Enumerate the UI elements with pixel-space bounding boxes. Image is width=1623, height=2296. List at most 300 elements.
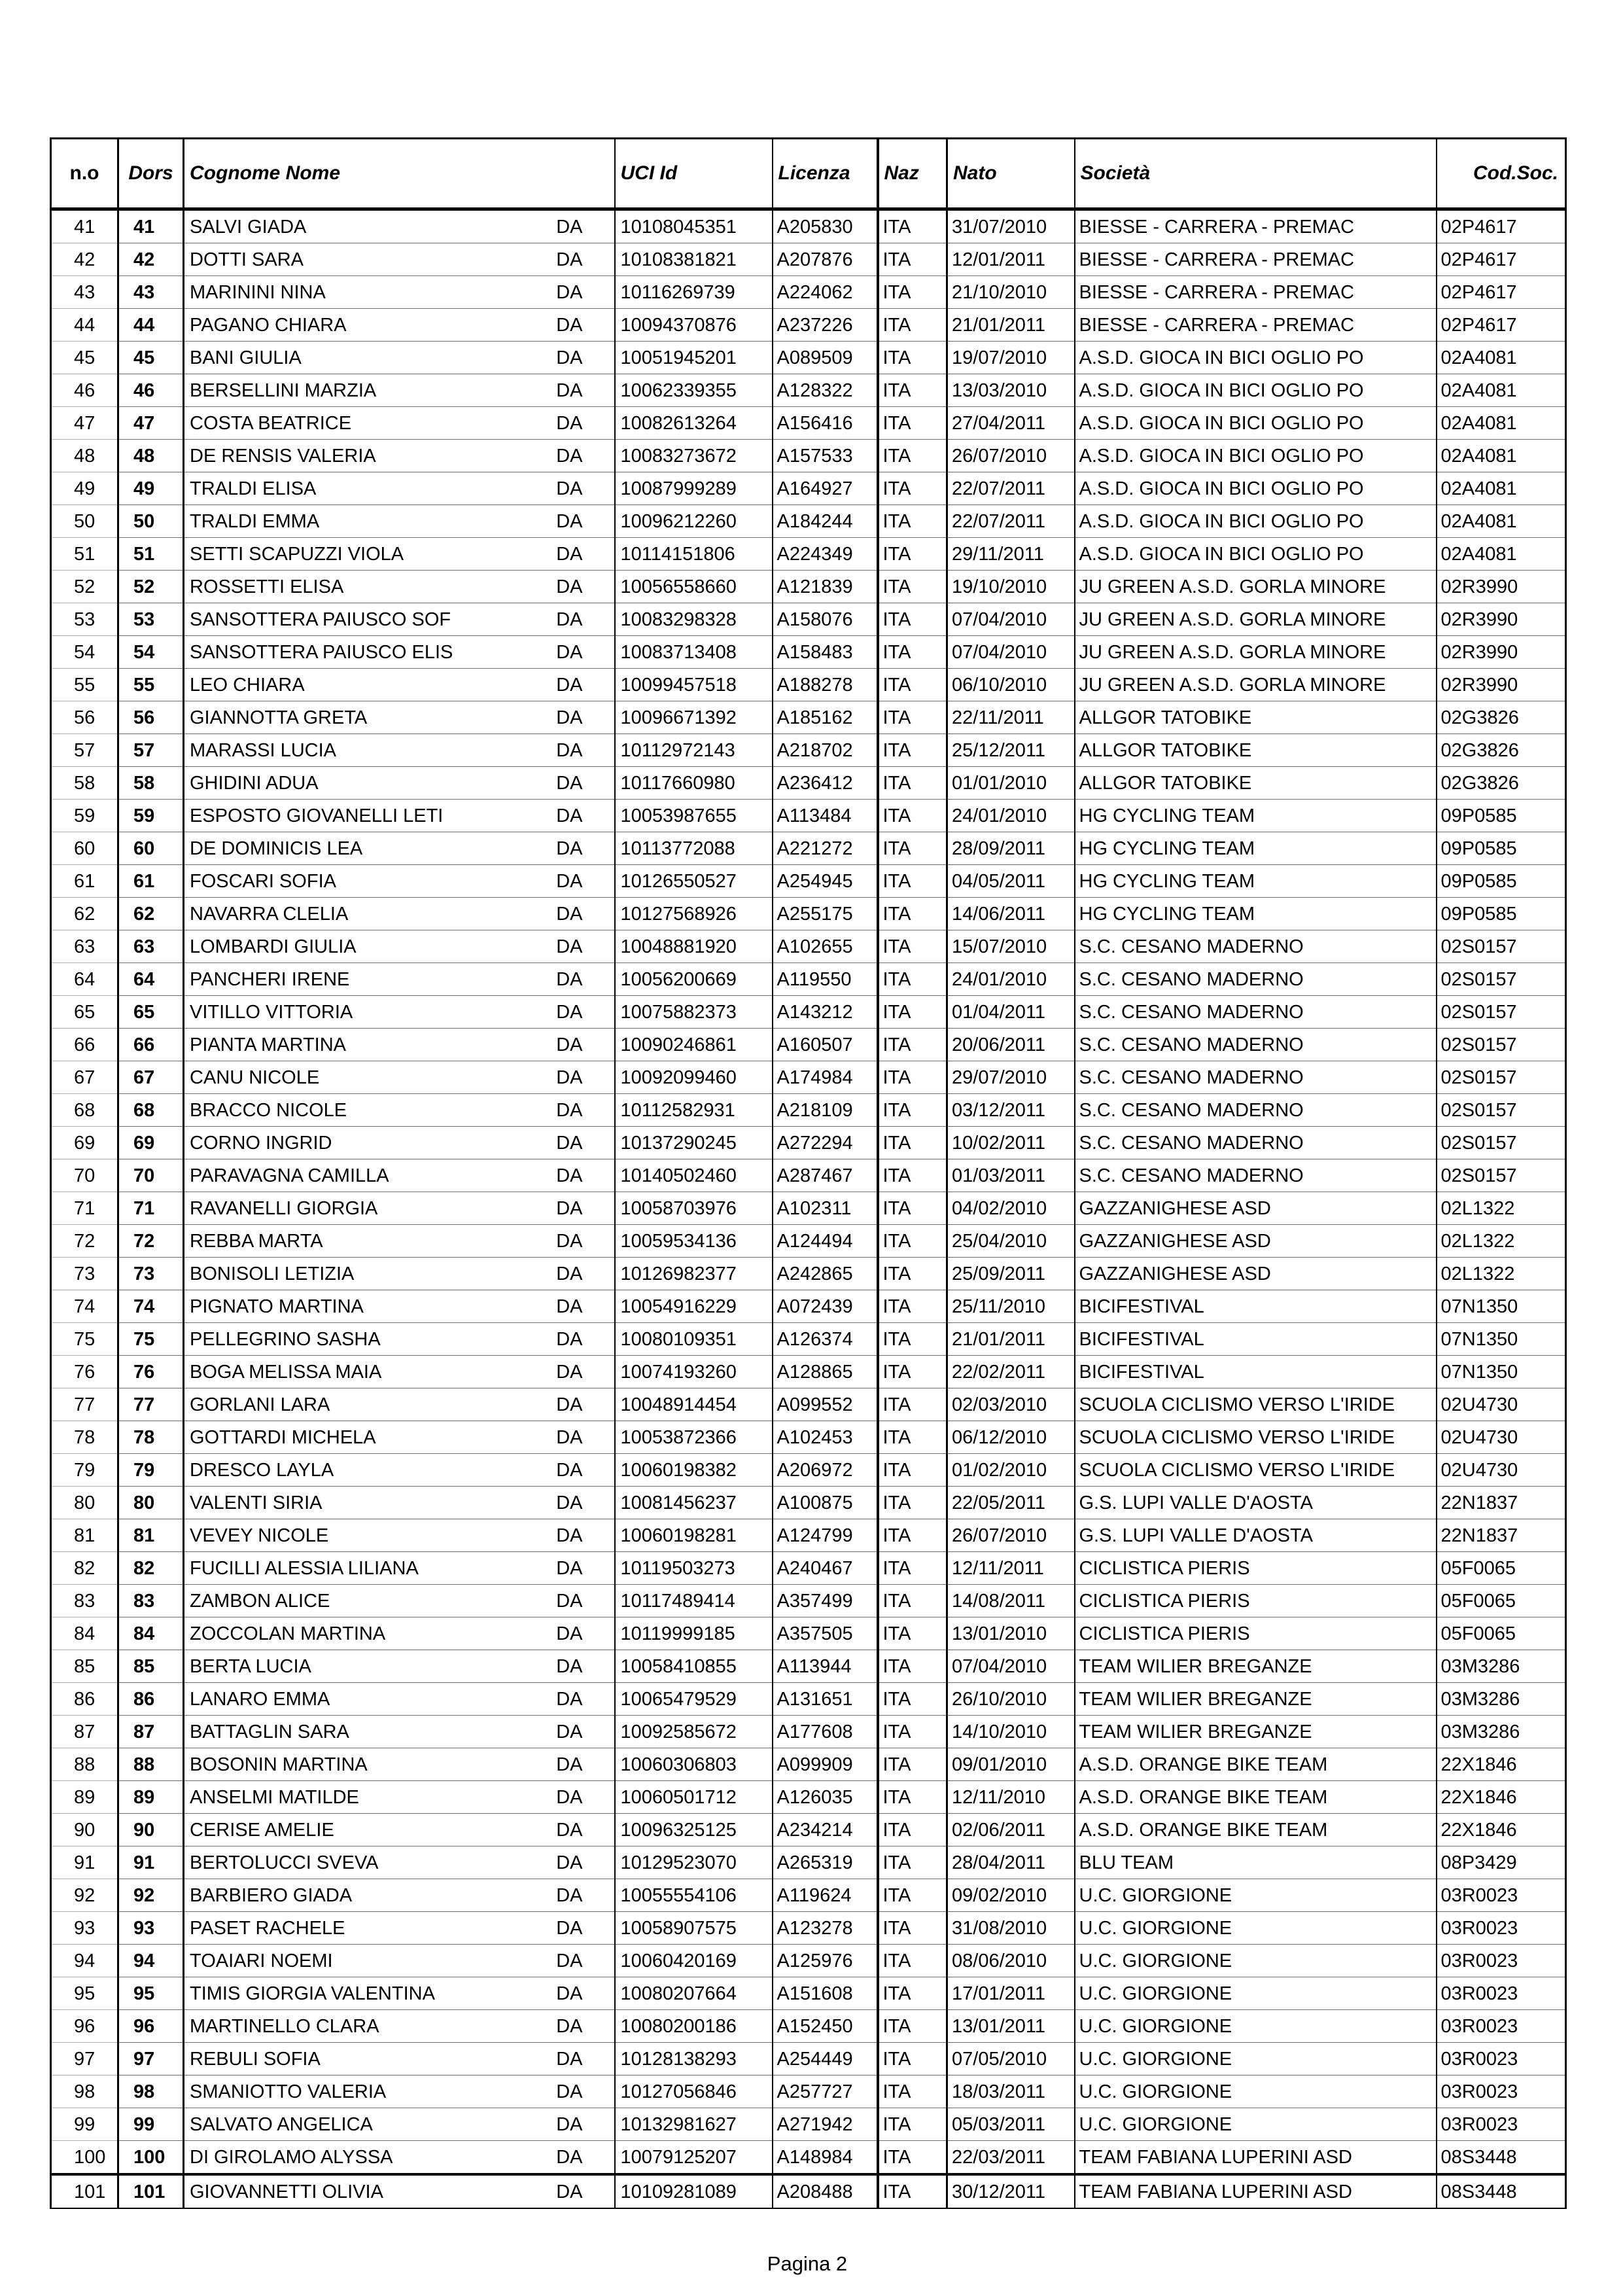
cell-row-number: 79 (51, 1454, 118, 1487)
cell-dorsal-number: 55 (118, 669, 184, 701)
cell-naz: ITA (878, 407, 947, 440)
cell-nato: 29/11/2011 (947, 538, 1075, 571)
cell-row-number: 101 (51, 2174, 118, 2208)
category-label: DA (556, 674, 583, 696)
cell-naz: ITA (878, 832, 947, 865)
cell-licenza: A157533 (773, 440, 878, 472)
cell-naz: ITA (878, 1159, 947, 1192)
table-row (51, 1225, 1566, 1258)
cell-rider-name (184, 1716, 615, 1748)
cell-licenza: A207876 (773, 243, 878, 276)
cell-row-number: 69 (51, 1127, 118, 1159)
rider-name-text: FUCILLI ALESSIA LILIANA (190, 1557, 419, 1579)
table-row (51, 1977, 1566, 2010)
cell-naz: ITA (878, 963, 947, 996)
rider-name-text: ESPOSTO GIOVANELLI LETI (190, 805, 444, 826)
cell-nato: 26/10/2010 (947, 1683, 1075, 1716)
cell-row-number: 55 (51, 669, 118, 701)
cell-nato: 14/08/2011 (947, 1585, 1075, 1617)
cell-nato: 03/12/2011 (947, 1094, 1075, 1127)
table-row (51, 2075, 1566, 2108)
cell-societa: G.S. LUPI VALLE D'AOSTA (1075, 1519, 1437, 1552)
rider-name-text: GIANNOTTA GRETA (190, 707, 368, 728)
cell-rider-name (184, 2075, 615, 2108)
cell-cod-soc: 02S0157 (1437, 1061, 1566, 1094)
cell-uci-id: 10114151806 (615, 538, 773, 571)
rider-name-text: ZOCCOLAN MARTINA (190, 1623, 386, 1644)
category-label: DA (556, 1786, 583, 1808)
cell-rider-name (184, 1814, 615, 1846)
cell-uci-id: 10108045351 (615, 209, 773, 243)
cell-societa: CICLISTICA PIERIS (1075, 1617, 1437, 1650)
cell-rider-name (184, 472, 615, 505)
cell-dorsal-number: 73 (118, 1258, 184, 1290)
cell-row-number: 58 (51, 767, 118, 800)
cell-naz: ITA (878, 1552, 947, 1585)
cell-dorsal-number: 46 (118, 374, 184, 407)
cell-dorsal-number: 85 (118, 1650, 184, 1683)
cell-cod-soc: 03R0023 (1437, 1912, 1566, 1945)
cell-nato: 22/05/2011 (947, 1487, 1075, 1519)
rider-name-text: BATTAGLIN SARA (190, 1721, 349, 1742)
cell-licenza: A177608 (773, 1716, 878, 1748)
cell-societa: A.S.D. GIOCA IN BICI OGLIO PO (1075, 505, 1437, 538)
cell-naz: ITA (878, 1617, 947, 1650)
category-label: DA (556, 1001, 583, 1023)
cell-nato: 22/11/2011 (947, 701, 1075, 734)
cell-rider-name (184, 1487, 615, 1519)
column-header-societa: Società (1075, 139, 1437, 209)
page-footer: Pagina 2 (767, 2252, 848, 2275)
cell-uci-id: 10082613264 (615, 407, 773, 440)
cell-societa: BICIFESTIVAL (1075, 1356, 1437, 1388)
cell-rider-name (184, 669, 615, 701)
cell-row-number: 81 (51, 1519, 118, 1552)
cell-societa: JU GREEN A.S.D. GORLA MINORE (1075, 636, 1437, 669)
cell-row-number: 63 (51, 930, 118, 963)
cell-naz: ITA (878, 2141, 947, 2175)
rider-name-text: TRALDI EMMA (190, 510, 320, 532)
cell-row-number: 68 (51, 1094, 118, 1127)
cell-dorsal-number: 75 (118, 1323, 184, 1356)
table-row (51, 407, 1566, 440)
cell-rider-name (184, 1519, 615, 1552)
cell-licenza: A102311 (773, 1192, 878, 1225)
cell-naz: ITA (878, 2010, 947, 2043)
cell-naz: ITA (878, 1061, 947, 1094)
cell-nato: 02/06/2011 (947, 1814, 1075, 1846)
table-row (51, 1781, 1566, 1814)
table-row (51, 1061, 1566, 1094)
category-label: DA (556, 772, 583, 794)
rider-name-text: MARININI NINA (190, 281, 326, 303)
cell-dorsal-number: 81 (118, 1519, 184, 1552)
cell-naz: ITA (878, 374, 947, 407)
rider-name-text: PELLEGRINO SASHA (190, 1328, 381, 1350)
cell-naz: ITA (878, 1094, 947, 1127)
cell-licenza: A164927 (773, 472, 878, 505)
cell-cod-soc: 02S0157 (1437, 963, 1566, 996)
cell-cod-soc: 02A4081 (1437, 505, 1566, 538)
cell-societa: BLU TEAM (1075, 1846, 1437, 1879)
cell-societa: TEAM FABIANA LUPERINI ASD (1075, 2174, 1437, 2208)
cell-nato: 19/07/2010 (947, 342, 1075, 374)
cell-uci-id: 10056200669 (615, 963, 773, 996)
cell-uci-id: 10126550527 (615, 865, 773, 898)
cell-dorsal-number: 87 (118, 1716, 184, 1748)
cell-row-number: 83 (51, 1585, 118, 1617)
cell-societa: BIESSE - CARRERA - PREMAC (1075, 276, 1437, 309)
cell-dorsal-number: 84 (118, 1617, 184, 1650)
cell-uci-id: 10079125207 (615, 2141, 773, 2175)
cell-dorsal-number: 43 (118, 276, 184, 309)
table-row (51, 209, 1566, 243)
rider-name-text: SMANIOTTO VALERIA (190, 2081, 387, 2102)
category-label: DA (556, 543, 583, 565)
cell-societa: TEAM FABIANA LUPERINI ASD (1075, 2141, 1437, 2175)
cell-row-number: 97 (51, 2043, 118, 2075)
cell-rider-name (184, 1159, 615, 1192)
cell-licenza: A128865 (773, 1356, 878, 1388)
cell-societa: SCUOLA CICLISMO VERSO L'IRIDE (1075, 1454, 1437, 1487)
cell-row-number: 82 (51, 1552, 118, 1585)
cell-uci-id: 10129523070 (615, 1846, 773, 1879)
cell-societa: BICIFESTIVAL (1075, 1323, 1437, 1356)
category-label: DA (556, 380, 583, 401)
cell-licenza: A221272 (773, 832, 878, 865)
cell-row-number: 43 (51, 276, 118, 309)
category-label: DA (556, 576, 583, 597)
cell-licenza: A272294 (773, 1127, 878, 1159)
cell-naz: ITA (878, 309, 947, 342)
cell-uci-id: 10083273672 (615, 440, 773, 472)
cell-uci-id: 10119999185 (615, 1617, 773, 1650)
cell-licenza: A099909 (773, 1748, 878, 1781)
cell-naz: ITA (878, 898, 947, 930)
category-label: DA (556, 2048, 583, 2070)
cell-societa: A.S.D. ORANGE BIKE TEAM (1075, 1748, 1437, 1781)
cell-rider-name (184, 1421, 615, 1454)
rider-name-text: ZAMBON ALICE (190, 1590, 330, 1612)
cell-societa: S.C. CESANO MADERNO (1075, 1061, 1437, 1094)
cell-rider-name (184, 1225, 615, 1258)
cell-cod-soc: 03M3286 (1437, 1650, 1566, 1683)
cell-societa: A.S.D. GIOCA IN BICI OGLIO PO (1075, 342, 1437, 374)
cell-row-number: 76 (51, 1356, 118, 1388)
cell-dorsal-number: 51 (118, 538, 184, 571)
cell-societa: U.C. GIORGIONE (1075, 2010, 1437, 2043)
cell-rider-name (184, 2108, 615, 2141)
cell-rider-name (184, 1879, 615, 1912)
table-row (51, 505, 1566, 538)
cell-naz: ITA (878, 571, 947, 603)
cell-cod-soc: 07N1350 (1437, 1356, 1566, 1388)
cell-nato: 20/06/2011 (947, 1029, 1075, 1061)
rider-name-text: GORLANI LARA (190, 1394, 330, 1415)
cell-dorsal-number: 49 (118, 472, 184, 505)
cell-licenza: A131651 (773, 1683, 878, 1716)
cell-uci-id: 10099457518 (615, 669, 773, 701)
column-header-name: Cognome Nome (184, 139, 615, 209)
cell-naz: ITA (878, 1029, 947, 1061)
cell-nato: 22/07/2011 (947, 472, 1075, 505)
cell-nato: 26/07/2010 (947, 440, 1075, 472)
cell-societa: BIESSE - CARRERA - PREMAC (1075, 243, 1437, 276)
cell-uci-id: 10055554106 (615, 1879, 773, 1912)
cell-licenza: A174984 (773, 1061, 878, 1094)
cell-rider-name (184, 1290, 615, 1323)
table-row (51, 669, 1566, 701)
cell-licenza: A206972 (773, 1454, 878, 1487)
cell-dorsal-number: 95 (118, 1977, 184, 2010)
category-label: DA (556, 1655, 583, 1677)
cell-uci-id: 10060420169 (615, 1945, 773, 1977)
cell-naz: ITA (878, 1127, 947, 1159)
table-row (51, 800, 1566, 832)
cell-row-number: 73 (51, 1258, 118, 1290)
cell-dorsal-number: 69 (118, 1127, 184, 1159)
cell-naz: ITA (878, 930, 947, 963)
cell-naz: ITA (878, 2174, 947, 2208)
cell-row-number: 99 (51, 2108, 118, 2141)
cell-dorsal-number: 68 (118, 1094, 184, 1127)
cell-naz: ITA (878, 342, 947, 374)
table-row (51, 472, 1566, 505)
cell-dorsal-number: 63 (118, 930, 184, 963)
cell-dorsal-number: 96 (118, 2010, 184, 2043)
cell-naz: ITA (878, 2075, 947, 2108)
cell-nato: 07/04/2010 (947, 1650, 1075, 1683)
category-label: DA (556, 936, 583, 957)
cell-uci-id: 10117660980 (615, 767, 773, 800)
cell-nato: 09/02/2010 (947, 1879, 1075, 1912)
cell-societa: JU GREEN A.S.D. GORLA MINORE (1075, 669, 1437, 701)
cell-societa: U.C. GIORGIONE (1075, 1912, 1437, 1945)
cell-societa: S.C. CESANO MADERNO (1075, 1127, 1437, 1159)
cell-dorsal-number: 62 (118, 898, 184, 930)
cell-licenza: A240467 (773, 1552, 878, 1585)
cell-cod-soc: 22X1846 (1437, 1748, 1566, 1781)
cell-licenza: A271942 (773, 2108, 878, 2141)
cell-rider-name (184, 1127, 615, 1159)
cell-rider-name (184, 1977, 615, 2010)
cell-row-number: 89 (51, 1781, 118, 1814)
cell-nato: 15/07/2010 (947, 930, 1075, 963)
rider-name-text: SANSOTTERA PAIUSCO SOF (190, 609, 451, 630)
rider-name-text: LEO CHIARA (190, 674, 305, 696)
cell-cod-soc: 02S0157 (1437, 930, 1566, 963)
table-row (51, 2174, 1566, 2208)
cell-societa: GAZZANIGHESE ASD (1075, 1258, 1437, 1290)
rider-name-text: FOSCARI SOFIA (190, 870, 336, 892)
cell-cod-soc: 05F0065 (1437, 1617, 1566, 1650)
rider-name-text: MARASSI LUCIA (190, 739, 336, 761)
cell-naz: ITA (878, 1879, 947, 1912)
cell-row-number: 74 (51, 1290, 118, 1323)
rider-name-text: DE DOMINICIS LEA (190, 838, 363, 859)
cell-naz: ITA (878, 2108, 947, 2141)
cell-licenza: A102655 (773, 930, 878, 963)
cell-row-number: 60 (51, 832, 118, 865)
cell-dorsal-number: 91 (118, 1846, 184, 1879)
cell-nato: 07/05/2010 (947, 2043, 1075, 2075)
category-label: DA (556, 1132, 583, 1154)
cell-cod-soc: 02U4730 (1437, 1388, 1566, 1421)
cell-row-number: 54 (51, 636, 118, 669)
cell-nato: 22/03/2011 (947, 2141, 1075, 2175)
cell-naz: ITA (878, 1356, 947, 1388)
cell-naz: ITA (878, 1323, 947, 1356)
table-row (51, 603, 1566, 636)
cell-cod-soc: 02S0157 (1437, 1159, 1566, 1192)
cell-dorsal-number: 76 (118, 1356, 184, 1388)
cell-societa: JU GREEN A.S.D. GORLA MINORE (1075, 571, 1437, 603)
rider-name-text: PIGNATO MARTINA (190, 1296, 364, 1317)
cell-nato: 14/06/2011 (947, 898, 1075, 930)
rider-name-text: SANSOTTERA PAIUSCO ELIS (190, 641, 453, 663)
cell-cod-soc: 02A4081 (1437, 407, 1566, 440)
cell-cod-soc: 02U4730 (1437, 1421, 1566, 1454)
table-row (51, 1846, 1566, 1879)
column-header-dors: Dors (118, 139, 184, 209)
rider-name-text: BERTOLUCCI SVEVA (190, 1852, 379, 1873)
cell-row-number: 94 (51, 1945, 118, 1977)
cell-nato: 21/01/2011 (947, 1323, 1075, 1356)
cell-uci-id: 10081456237 (615, 1487, 773, 1519)
cell-row-number: 56 (51, 701, 118, 734)
cell-cod-soc: 09P0585 (1437, 898, 1566, 930)
cell-rider-name (184, 440, 615, 472)
cell-societa: BIESSE - CARRERA - PREMAC (1075, 309, 1437, 342)
cell-societa: A.S.D. ORANGE BIKE TEAM (1075, 1814, 1437, 1846)
cell-uci-id: 10080109351 (615, 1323, 773, 1356)
cell-naz: ITA (878, 1487, 947, 1519)
category-label: DA (556, 2181, 583, 2202)
cell-row-number: 80 (51, 1487, 118, 1519)
table-row (51, 374, 1566, 407)
cell-naz: ITA (878, 1290, 947, 1323)
cell-dorsal-number: 98 (118, 2075, 184, 2108)
rider-name-text: PASET RACHELE (190, 1917, 345, 1939)
cell-dorsal-number: 66 (118, 1029, 184, 1061)
table-row (51, 636, 1566, 669)
cell-licenza: A218109 (773, 1094, 878, 1127)
cell-row-number: 78 (51, 1421, 118, 1454)
cell-cod-soc: 02L1322 (1437, 1258, 1566, 1290)
rider-rows (51, 209, 1566, 2209)
rider-name-text: DRESCO LAYLA (190, 1459, 334, 1481)
cell-cod-soc: 08S3448 (1440, 2181, 1517, 2202)
cell-naz: ITA (878, 472, 947, 505)
table-row (51, 734, 1566, 767)
cell-row-number: 51 (51, 538, 118, 571)
category-label: DA (556, 347, 583, 368)
table-row (51, 1356, 1566, 1388)
cell-rider-name (184, 1846, 615, 1879)
cell-row-number: 70 (51, 1159, 118, 1192)
cell-societa: TEAM WILIER BREGANZE (1075, 1683, 1437, 1716)
category-label: DA (556, 1426, 583, 1448)
cell-cod-soc: 02G3826 (1437, 767, 1566, 800)
cell-rider-name (184, 1552, 615, 1585)
cell-societa: S.C. CESANO MADERNO (1075, 996, 1437, 1029)
cell-row-number: 72 (51, 1225, 118, 1258)
cell-rider-name (184, 309, 615, 342)
cell-licenza: A143212 (773, 996, 878, 1029)
cell-dorsal-number: 47 (118, 407, 184, 440)
cell-cod-soc: 03R0023 (1437, 1879, 1566, 1912)
cell-naz: ITA (878, 1912, 947, 1945)
cell-nato: 25/11/2010 (947, 1290, 1075, 1323)
rider-name-text: RAVANELLI GIORGIA (190, 1197, 378, 1219)
rider-name-text: MARTINELLO CLARA (190, 2015, 379, 2037)
cell-row-number: 65 (51, 996, 118, 1029)
cell-cod-soc: 22X1846 (1437, 1781, 1566, 1814)
cell-rider-name (184, 800, 615, 832)
cell-uci-id: 10096325125 (615, 1814, 773, 1846)
cell-nato: 06/12/2010 (947, 1421, 1075, 1454)
cell-cod-soc: 22N1837 (1437, 1487, 1566, 1519)
cell-licenza: A113484 (773, 800, 878, 832)
cell-rider-name (184, 1748, 615, 1781)
cell-dorsal-number: 72 (118, 1225, 184, 1258)
cell-uci-id: 10060198382 (615, 1454, 773, 1487)
cell-dorsal-number: 90 (118, 1814, 184, 1846)
cell-uci-id: 10109281089 (615, 2174, 773, 2208)
cell-nato: 01/04/2011 (947, 996, 1075, 1029)
cell-nato: 13/01/2010 (947, 1617, 1075, 1650)
cell-rider-name (184, 1356, 615, 1388)
cell-rider-name (184, 538, 615, 571)
category-label: DA (556, 1296, 583, 1317)
cell-societa: U.C. GIORGIONE (1075, 1945, 1437, 1977)
cell-licenza: A255175 (773, 898, 878, 930)
category-label: DA (556, 1754, 583, 1775)
cell-cod-soc: 02A4081 (1437, 440, 1566, 472)
cell-dorsal-number: 54 (118, 636, 184, 669)
table-row (51, 1029, 1566, 1061)
cell-uci-id: 10065479529 (615, 1683, 773, 1716)
table-row (51, 1945, 1566, 1977)
cell-row-number: 46 (51, 374, 118, 407)
table-row (51, 1879, 1566, 1912)
cell-licenza: A208488 (773, 2174, 878, 2208)
cell-societa: CICLISTICA PIERIS (1075, 1552, 1437, 1585)
cell-dorsal-number: 64 (118, 963, 184, 996)
cell-societa: U.C. GIORGIONE (1075, 1977, 1437, 2010)
category-label: DA (556, 870, 583, 892)
cell-naz: ITA (878, 1977, 947, 2010)
cell-rider-name (184, 243, 615, 276)
cell-cod-soc: 02S0157 (1437, 1127, 1566, 1159)
cell-cod-soc: 02A4081 (1437, 538, 1566, 571)
cell-dorsal-number: 83 (118, 1585, 184, 1617)
table-row (51, 701, 1566, 734)
cell-dorsal-number: 41 (118, 209, 184, 243)
category-label: DA (556, 641, 583, 663)
rider-name-text: SALVATO ANGELICA (190, 2113, 373, 2135)
cell-licenza: A072439 (773, 1290, 878, 1323)
cell-cod-soc: 02S0157 (1437, 1094, 1566, 1127)
cell-nato: 01/02/2010 (947, 1454, 1075, 1487)
cell-row-number: 75 (51, 1323, 118, 1356)
table-row (51, 1552, 1566, 1585)
cell-row-number: 42 (51, 243, 118, 276)
cell-licenza: A126374 (773, 1323, 878, 1356)
cell-row-number: 64 (51, 963, 118, 996)
cell-cod-soc: 02P4617 (1437, 309, 1566, 342)
cell-cod-soc: 02P4617 (1437, 209, 1566, 243)
